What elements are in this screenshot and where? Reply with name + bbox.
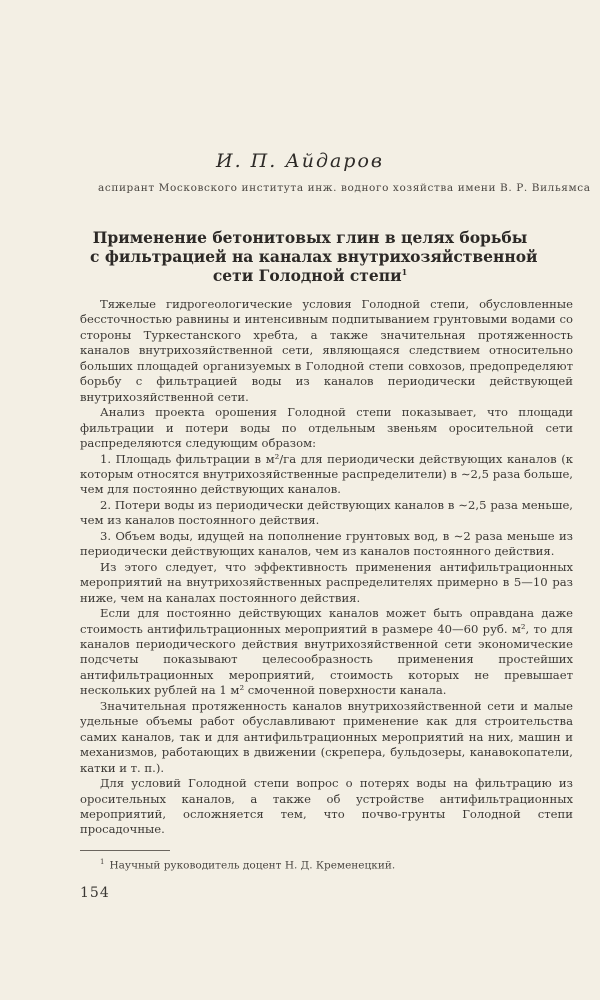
title-line-3 <box>90 266 530 285</box>
paragraph: Для условий Голодной степи вопрос о потерях воды на фильтрацию из оросительных каналов, а также об устройстве антифильтрационных мероприятий, осложняется тем, что почво-грунты Голодной степи просадочные. <box>80 776 573 837</box>
paragraph: Тяжелые гидрогеологические условия Голодной степи, обусловленные бессточностью равнины и интенсивным подпитыванием грунтовыми водами со стороны Туркестанского хребта, а также значительная протяженность каналов внутрихозяйственной сети, являющаяся следствием относительно больших площадей организуемых в Голодной степи совхозов, предопределяют борьбу с фильтрацией воды из каналов периодически действующей внутрихозяйственной сети. <box>80 297 573 404</box>
author-affiliation: аспирант Московского института инж. водного хозяйства имени В. Р. Вильямса <box>98 182 591 194</box>
paragraph: Из этого следует, что эффективность применения антифильтрационных мероприятий на внутрихозяйственных распределителях примерно в 5—10 раз ниже, чем на каналах постоянного действия. <box>80 559 573 605</box>
title-line-2: с фильтрацией на каналах внутрихозяйственной <box>90 247 538 266</box>
paragraph: Анализ проекта орошения Голодной степи показывает, что площади фильтрации и потери воды по отдельным звеньям оросительной сети распределяются следующим образом: <box>80 405 573 451</box>
footnote <box>100 858 395 872</box>
author-name: И. П. Айдаров <box>216 150 384 172</box>
footnote-mark: 1 <box>100 858 105 866</box>
title-line-1: Применение бетонитовых глин в целях борьбы <box>92 228 528 247</box>
page-number: 154 <box>80 885 110 901</box>
footnote-divider <box>80 850 170 851</box>
title-footnote-mark: 1 <box>401 266 408 277</box>
paragraph: 2. Потери воды из периодически действующих каналов в ∼2,5 раза меньше, чем из каналов постоянного действия. <box>80 497 573 528</box>
article-body <box>80 297 573 838</box>
title-line-3-text: сети Голодной степи <box>212 266 402 285</box>
paragraph: 1. Площадь фильтрации в м²/га для периодически действующих каналов (к которым относятся внутрихозяйственные распределители) в ∼2,5 раза больше, чем для постоянно действующих каналов. <box>80 451 573 497</box>
paragraph: Значительная протяженность каналов внутрихозяйственной сети и малые удельные объемы работ обуславливают применение как для строительства самих каналов, так и для антифильтрационных мероприятий на них, машин и механизмов, работающих в движении (скрепера, бульдозеры, канавокопатели, катки и т. п.). <box>80 698 573 775</box>
paragraph: 3. Объем воды, идущей на пополнение грунтовых вод, в ∼2 раза меньше из периодически действующих каналов, чем из каналов постоянного действия. <box>80 528 573 559</box>
article-title <box>90 228 538 285</box>
footnote-text: Научный руководитель доцент Н. Д. Кременецкий. <box>109 859 396 872</box>
paragraph: Если для постоянно действующих каналов может быть оправдана даже стоимость антифильтрационных мероприятий в размере 40—60 руб. м², то для каналов периодического действия внутрихозяйственной сети экономические подсчеты показывают целесообразность применения простейших антифильтрационных мероприятий, стоимость которых не превышает нескольких рублей на 1 м² смоченной поверхности канала. <box>80 606 573 698</box>
